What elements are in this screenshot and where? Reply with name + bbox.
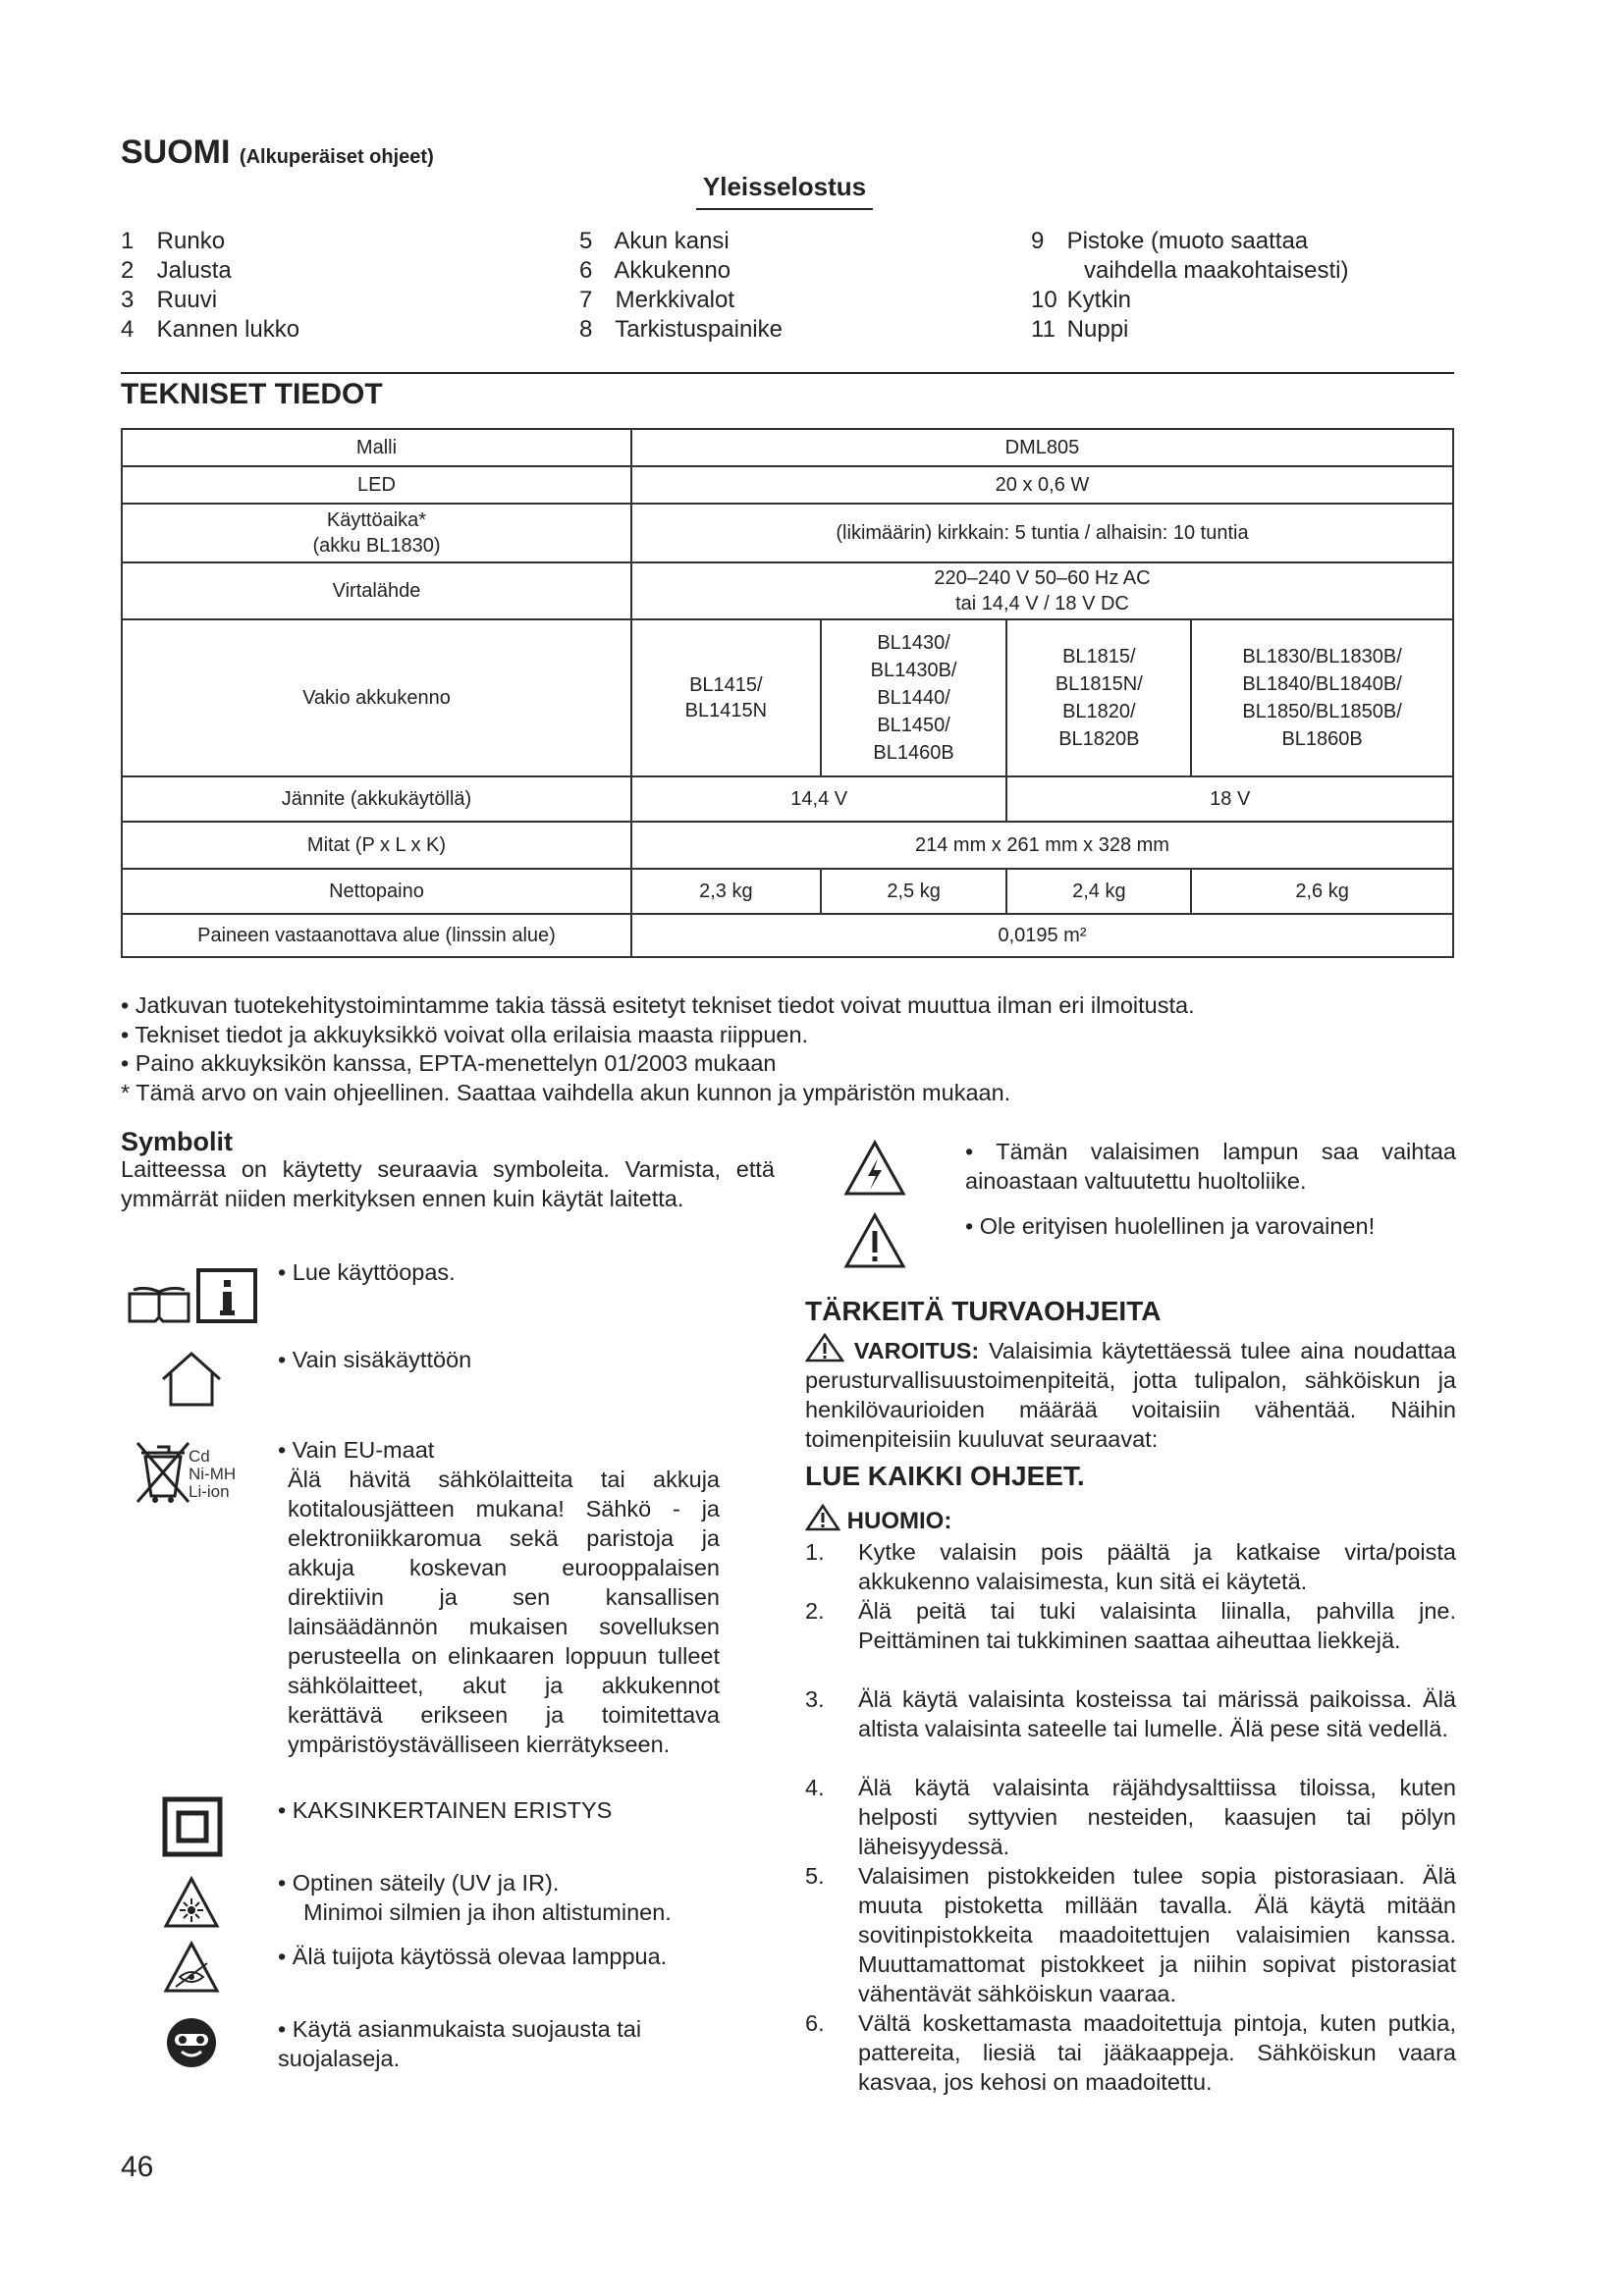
liion-label: Li-ion [189, 1482, 230, 1501]
page-number: 46 [121, 2151, 154, 2183]
symbols-title: Symbolit [121, 1127, 234, 1156]
spec-notes [121, 991, 1397, 1107]
list-item: 1. Kytke valaisin pois päältä ja katkaise virta/poista akkukenno valaisimesta, kun sitä ei käytetä. [805, 1539, 1456, 1594]
safety-title: TÄRKEITÄ TURVAOHJEITA [805, 1296, 1162, 1326]
title-underline [696, 208, 873, 210]
warning-icon [805, 1333, 844, 1362]
part-item: 6 Akkukenno [579, 257, 731, 284]
part-item: 9 Pistoke (muoto saattaa [1031, 228, 1309, 254]
caution-label: HUOMIO: [846, 1508, 952, 1534]
part-item: 3 Ruuvi [121, 287, 218, 313]
table-cell: 2,6 kg [1191, 869, 1453, 914]
indoor-use-icon [157, 1350, 226, 1409]
protective-gear-icon [165, 2016, 218, 2069]
table-cell: 220–240 V 50–60 Hz AC tai 14,4 V / 18 V DC [631, 562, 1453, 619]
electric-hazard-icon [842, 1139, 907, 1198]
table-cell-label: Käyttöaika* (akku BL1830) [122, 504, 631, 562]
parts-list-column-1 [121, 227, 299, 345]
parts-list-column-2 [579, 227, 783, 345]
warning-text: Valaisimia käytettäessä tulee aina noudattaa perusturvallisuustoimenpiteitä, jotta tulipalon, sähköiskun ja henkilövaurioiden määrää voitaisiin vähentää. Näihin toimenpiteisiin kuuluvat seuraavat: [805, 1338, 1457, 1452]
table-cell-label: Jännite (akkukäytöllä) [122, 776, 631, 822]
lamp-service-text: • Tämän valaisimen lampun saa vaihtaa ainoastaan valtuutettu huoltoliike. [965, 1139, 1456, 1194]
table-cell-label: LED [122, 466, 631, 504]
table-row [122, 914, 1453, 957]
list-item: 5. Valaisimen pistokkeiden tulee sopia pistorasiaan. Älä muuta pistoketta millään tavalla. Älä käytä mitään sovitinpistokkeita maadoitettujen valaisimien kanssa. Muuttamattomat pistokkeet ja niihin sopivat pistorasiat vähentävät sähköiskun vaaraa. [805, 1863, 1456, 2006]
table-cell: 214 mm x 261 mm x 328 mm [631, 822, 1453, 869]
table-cell: 2,4 kg [1006, 869, 1191, 914]
caution-icon [805, 1504, 840, 1531]
read-all-title: LUE KAIKKI OHJEET. [805, 1461, 1085, 1491]
table-cell-label: Vakio akkukenno [122, 619, 631, 776]
language-label: SUOMI [121, 133, 231, 171]
table-cell: 2,5 kg [821, 869, 1007, 914]
table-cell: BL1815/ BL1815N/ BL1820/ BL1820B [1006, 619, 1191, 776]
table-cell: 0,0195 m² [631, 914, 1453, 957]
table-cell-label: Mitat (P x L x K) [122, 822, 631, 869]
table-cell-label: Malli [122, 429, 631, 466]
list-item: 4. Älä käytä valaisinta räjähdysalttiissa tiloissa, kuten helposti syttyvien nesteiden, kaasujen tai pölyn läheisyydessä. [805, 1775, 1456, 1859]
table-cell: BL1830/BL1830B/ BL1840/BL1840B/ BL1850/BL1850B/ BL1860B [1191, 619, 1453, 776]
list-item: 3. Älä käytä valaisinta kosteissa tai märissä paikoissa. Älä altista valaisinta sateelle tai lumelle. Älä pese sitä vedellä. [805, 1686, 1456, 1741]
table-row [122, 822, 1453, 869]
table-cell: 18 V [1006, 776, 1453, 822]
table-cell: 14,4 V [631, 776, 1006, 822]
note-item: • Tekniset tiedot ja akkuyksikkö voivat olla erilaisia maasta riippuen. [121, 1021, 809, 1047]
eu-only-title: • Vain EU-maat [278, 1437, 435, 1463]
section-language-title [121, 133, 434, 172]
table-row [122, 429, 1453, 466]
protective-gear-text: • Käytä asianmukaista suojausta tai suojalaseja. [278, 2016, 642, 2071]
table-row [122, 504, 1453, 562]
table-cell: 20 x 0,6 W [631, 466, 1453, 504]
list-item: 2. Älä peitä tai tuki valaisinta liinalla, pahvilla jne. Peittäminen tai tukkiminen saattaa aiheuttaa liekkejä. [805, 1598, 1456, 1653]
crossed-bin-icon [134, 1439, 192, 1506]
battery-chemistry-labels [189, 1448, 236, 1501]
part-item: 7 Merkkivalot [579, 287, 735, 313]
part-item: 11 Nuppi [1031, 316, 1129, 343]
language-subtitle: (Alkuperäiset ohjeet) [239, 146, 434, 168]
table-cell: BL1415/ BL1415N [631, 619, 821, 776]
read-manual-icon [126, 1266, 263, 1325]
table-cell-label: Nettopaino [122, 869, 631, 914]
warning-icon [842, 1211, 907, 1270]
table-row [122, 869, 1453, 914]
double-insulation-icon [162, 1796, 223, 1857]
specs-title: TEKNISET TIEDOT [121, 378, 383, 410]
part-item-continuation: vaihdella maakohtaisesti) [1084, 257, 1349, 284]
part-item: 5 Akun kansi [579, 228, 730, 254]
table-cell: (likimäärin) kirkkain: 5 tuntia / alhaisin: 10 tuntia [631, 504, 1453, 562]
general-description-title: Yleisselostus [702, 172, 867, 201]
note-item: • Paino akkuyksikön kanssa, EPTA-menettelyn 01/2003 mukaan [121, 1050, 777, 1076]
caution-heading [805, 1504, 951, 1535]
table-row [122, 466, 1453, 504]
note-item: • Jatkuvan tuotekehitystoimintamme takia tässä esitetyt tekniset tiedot voivat muuttua ilman eri ilmoitusta. [121, 992, 1195, 1018]
section-divider [121, 372, 1454, 374]
double-insulation-text: • KAKSINKERTAINEN ERISTYS [278, 1797, 613, 1823]
part-item: 2 Jalusta [121, 257, 232, 284]
symbols-intro: Laitteessa on käytetty seuraavia symboleita. Varmista, että ymmärrät niiden merkityksen ennen kuin käytät laitetta. [121, 1156, 775, 1211]
do-not-stare-icon [162, 1940, 221, 1995]
optical-radiation-text: • Optinen säteily (UV ja IR). [278, 1870, 560, 1896]
table-row [122, 619, 1453, 776]
part-item: 1 Runko [121, 228, 226, 254]
do-not-stare-text: • Älä tuijota käytössä olevaa lamppua. [278, 1944, 668, 1969]
eu-disposal-text: Älä hävitä sähkölaitteita tai akkuja kotitalousjätteen mukana! Sähkö - ja elektroniikkaromua sekä paristoja ja akkuja koskevan eurooppalaisen direktiivin ja sen kansallisen lainsäädännön mukaisen sovelluksen perusteella on elinkaaren loppuun tulleet sähkölaitteet, akut ja akkukennot kerättävä erikseen ja toimitettava ympäristöystävälliseen kierrätykseen. [288, 1467, 720, 1757]
table-cell-label: Paineen vastaanottava alue (linssin alue) [122, 914, 631, 957]
part-item: 4 Kannen lukko [121, 316, 300, 343]
optical-radiation-icon [162, 1875, 221, 1930]
part-item: 8 Tarkistuspainike [579, 316, 783, 343]
warning-label: VAROITUS: [853, 1338, 980, 1363]
list-item: 6. Vältä koskettamasta maadoitettuja pintoja, kuten putkia, pattereita, liesiä tai jääkaappeja. Sähköiskun vaara kasvaa, jos kehosi on maadoitettu. [805, 2010, 1456, 2095]
optical-radiation-text-2: Minimoi silmien ja ihon altistuminen. [303, 1899, 672, 1925]
table-cell: BL1430/ BL1430B/ BL1440/ BL1450/ BL1460B [821, 619, 1007, 776]
table-row [122, 776, 1453, 822]
specs-table [121, 428, 1454, 958]
cd-label: Cd [189, 1447, 210, 1466]
table-cell: DML805 [631, 429, 1453, 466]
table-cell-label: Virtalähde [122, 562, 631, 619]
warning-paragraph [805, 1333, 1456, 1454]
care-text: • Ole erityisen huolellinen ja varovainen! [965, 1213, 1376, 1239]
table-row [122, 562, 1453, 619]
nimh-label: Ni-MH [189, 1465, 237, 1483]
read-manual-text: • Lue käyttöopas. [278, 1259, 456, 1285]
indoor-use-text: • Vain sisäkäyttöön [278, 1347, 472, 1372]
note-item: * Tämä arvo on vain ohjeellinen. Saattaa vaihdella akun kunnon ja ympäristön mukaan. [121, 1079, 1011, 1105]
parts-list-column-3 [1031, 227, 1348, 345]
part-item: 10 Kytkin [1031, 287, 1132, 313]
table-cell: 2,3 kg [631, 869, 821, 914]
